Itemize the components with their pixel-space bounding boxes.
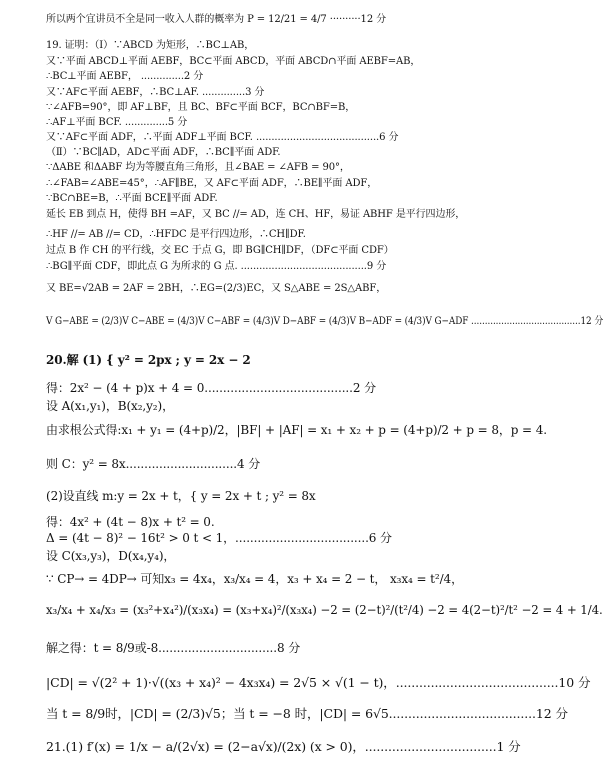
text-line: 得：2x² − (4 + p)x + 4 = 0........................................2 分	[46, 381, 376, 395]
text-line: 所以两个宜讲员不全是同一收入人群的概率为 P = 12/21 = 4/7 ··········12 分	[46, 14, 387, 25]
text-line: 当 t = 8/9时，|CD| = (2/3)√5；当 t = −8 时，|CD| = 6√5......................................12 分	[46, 706, 568, 721]
text-line: (2)设直线 m:y = 2x + t，{ y = 2x + t ; y² = 8x	[46, 489, 316, 503]
text-line: 又∵AF⊂平面 AEBF，∴BC⊥AF. ..............3 分	[46, 87, 265, 98]
text-line: ∴BG∥平面 CDF，即此点 G 为所求的 G 点. .........................................9 分	[46, 261, 387, 272]
text-line: ∴BC⊥平面 AEBF， ..............2 分	[46, 71, 204, 82]
text-line: 延长 EB 到点 H，使得 BH =AF，又 BC //= AD，连 CH、HF，易证 ABHF 是平行四边形，	[46, 209, 466, 220]
text-line: ∴∠FAB=∠ABE=45°，∴AF∥BE，又 AF⊂平面 ADF，∴BE∥平面 ADF，	[46, 178, 378, 189]
text-line: 设 A(x₁,y₁)，B(x₂,y₂)，	[46, 399, 174, 413]
text-line: ∵ CP→ = 4DP→ 可知x₃ = 4x₄，x₃/x₄ = 4，x₃ + x₄ = 2 − t， x₃x₄ = t²/4，	[46, 572, 463, 586]
text-line: 19. 证明：（Ⅰ）∵ABCD 为矩形，∴BC⊥AB，	[46, 40, 255, 51]
text-line: ∵ΔABE 和ΔABF 均为等腰直角三角形，且∠BAE = ∠AFB = 90°，	[46, 162, 350, 173]
text-line: 又 BE=√2AB = 2AF = 2BH，∴EG=(2/3)EC，又 S△ABE = 2S△ABF，	[46, 283, 387, 294]
text-line: 解之得：t = 8/9或-8................................8 分	[46, 641, 301, 655]
text-line: 20.解 (1) { y² = 2px ; y = 2x − 2	[46, 353, 251, 367]
text-line: 21.(1) f′(x) = 1/x − a/(2√x) = (2−a√x)/(2x) (x > 0)，..................................1 分	[46, 739, 521, 754]
text-line: |CD| = √(2² + 1)·√((x₃ + x₄)² − 4x₃x₄) = 2√5 × √(1 − t)，..........................................10 分	[46, 675, 591, 690]
text-line: （Ⅱ）∵BC∥AD，AD⊂平面 ADF，∴BC∥平面 ADF.	[46, 147, 281, 158]
text-line: Δ = (4t − 8)² − 16t² > 0 t < 1，....................................6 分	[46, 531, 392, 545]
text-line: 又∵平面 ABCD⊥平面 AEBF，BC⊂平面 ABCD，平面 ABCD∩平面 AEBF=AB，	[46, 56, 421, 67]
text-line: 又∵AF⊂平面 ADF，∴平面 ADF⊥平面 BCF. ........................................6 分	[46, 132, 399, 143]
text-line: ∴AF⊥平面 BCF. ..............5 分	[46, 117, 188, 128]
text-line: 得：4x² + (4t − 8)x + t² = 0.	[46, 515, 215, 529]
text-line: x₃/x₄ + x₄/x₃ = (x₃²+x₄²)/(x₃x₄) = (x₃+x₄)²/(x₃x₄) −2 = (2−t)²/(t²/4) −2 = 4(2−t)²/t² −2 = 4 + 1/4.	[46, 603, 603, 617]
text-line: ∴HF //= AB //= CD，∴HFDC 是平行四边形，∴CH∥DF.	[46, 229, 306, 240]
text-line: V G−ABE = (2/3)V C−ABE = (4/3)V C−ABF = (4/3)V D−ABF = (4/3)V B−ADF = (4/3)V G−ADF ........................................12 分	[46, 316, 604, 327]
text-line: 由求根公式得:x₁ + y₁ = (4+p)/2，|BF| + |AF| = x₁ + x₂ + p = (4+p)/2 + p = 8，p = 4.	[46, 423, 547, 437]
text-line: 则 C：y² = 8x..............................4 分	[46, 457, 261, 471]
text-line: ∵BC∩BE=B，∴平面 BCE∥平面 ADF.	[46, 193, 218, 204]
text-line: 设 C(x₃,y₃)，D(x₄,y₄)，	[46, 549, 176, 563]
text-line: ∵∠AFB=90°，即 AF⊥BF，且 BC、BF⊂平面 BCF，BC∩BF=B，	[46, 102, 356, 113]
text-line: 过点 B 作 CH 的平行线，交 EC 于点 G，即 BG∥CH∥DF，（DF⊂平面 CDF）	[46, 245, 394, 256]
